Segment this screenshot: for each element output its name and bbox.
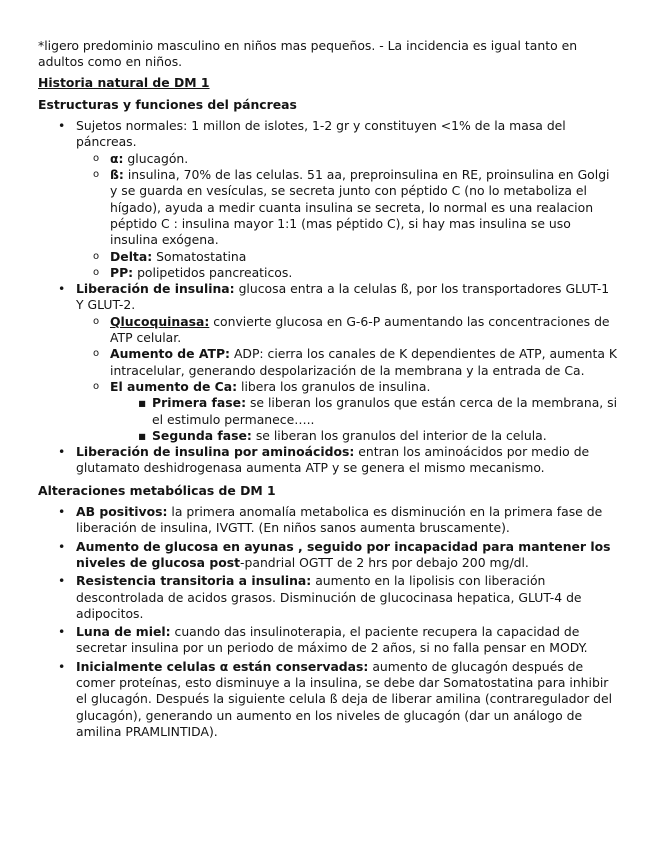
item-text: aumento de glucagón después de comer proteínas, esto disminuye a la insulina, se debe dar Somatostatina para inhibir el glucagón. Después la siguiente celula ß deja de liberar amilina (contraregulador del glucagón), generando un aumento en los niveles de glucagón (dar un análogo de amilina PRAMLINTIDA).: [76, 658, 613, 739]
item-text: cuando das insulinoterapia, el paciente recupera la capacidad de secretar insulina por un periodo de máximo de 2 años, si no falla pensar en MODY.: [76, 624, 588, 656]
circle-bullet-icon: o: [93, 266, 100, 278]
item-text: ADP: cierra los canales de K dependientes de ATP, aumenta K intracelular, generando despolarización de la membrana y la entrada de Ca.: [110, 346, 617, 378]
square-bullet-icon: ▪: [138, 395, 147, 411]
item-label: AB positivos:: [76, 504, 168, 520]
item-label: Liberación de insulina:: [76, 281, 235, 297]
list-item: [76, 265, 618, 281]
item-label: ß:: [110, 167, 124, 183]
item-label: Liberación de insulina por aminoácidos:: [76, 444, 355, 460]
section-title: Historia natural de DM 1: [38, 74, 210, 90]
item-text: Sujetos normales: 1 millon de islotes, 1-2 gr y constituyen <1% de la masa del páncreas.: [76, 118, 566, 150]
circle-bullet-icon: o: [93, 315, 100, 327]
item-text: glucosa entra a la celulas ß, por los transportadores GLUT-1 Y GLUT-2.: [76, 281, 610, 313]
item-label: α:: [110, 150, 124, 166]
item-label: Qlucoquinasa:: [110, 313, 210, 329]
item-text: glucagón.: [123, 150, 189, 166]
list-item: [38, 659, 618, 740]
list-item: [38, 118, 618, 281]
item-text: convierte glucosa en G-6-P aumentando las concentraciones de ATP celular.: [110, 313, 610, 346]
list-item: [76, 346, 618, 379]
bullet-icon: •: [58, 538, 66, 554]
item-label: Inicialmente celulas α están conservadas:: [76, 658, 369, 674]
list-item: [76, 167, 618, 248]
insulin-release-list: [76, 314, 618, 444]
circle-bullet-icon: o: [93, 152, 100, 164]
section2-heading: Alteraciones metabólicas de DM 1: [38, 482, 276, 498]
bullet-icon: •: [58, 281, 66, 297]
item-label: Luna de miel:: [76, 624, 171, 640]
item-label: Aumento de glucosa en ayunas , seguido por incapacidad para mantener los niveles de glucosa post: [76, 538, 611, 570]
structures-list: [38, 118, 618, 477]
document-page: [38, 38, 618, 742]
section1-heading: Estructuras y funciones del páncreas: [38, 96, 297, 112]
item-text: se liberan los granulos del interior de la celula.: [251, 427, 547, 443]
item-label: El aumento de Ca:: [110, 378, 238, 394]
bullet-icon: •: [58, 118, 66, 134]
item-label: Delta:: [110, 248, 153, 264]
item-text: entran los aminoácidos por medio de glutamato deshidrogenasa aumenta ATP y se genera el mismo mecanismo.: [76, 444, 590, 476]
list-item: [38, 444, 618, 477]
circle-bullet-icon: o: [93, 250, 100, 262]
list-item: [38, 573, 618, 622]
item-text: libera los granulos de insulina.: [237, 378, 431, 394]
list-item: [38, 504, 618, 537]
item-label: Resistencia transitoria a insulina:: [76, 573, 312, 589]
bullet-icon: •: [58, 658, 66, 674]
item-text: la primera anomalía metabolica es disminución en la primera fase de liberación de insulina, IVGTT. (En niños sanos aumenta bruscamente).: [76, 504, 603, 536]
bullet-icon: •: [58, 624, 66, 640]
item-text: Somatostatina: [152, 248, 247, 264]
item-text: -pandrial OGTT de 2 hrs por debajo 200 mg/dl.: [240, 554, 529, 570]
circle-bullet-icon: o: [93, 348, 100, 360]
item-text: aumento en la lipolisis con liberación descontrolada de acidos grasos. Disminución de glucocinasa hepatica, GLUT-4 de adipocitos.: [76, 573, 582, 621]
list-item: [110, 428, 618, 444]
list-item: [76, 314, 618, 347]
item-label: PP:: [110, 264, 134, 280]
item-text: se liberan los granulos que están cerca de la membrana, si el estimulo permanece…..: [152, 395, 618, 427]
item-text: insulina, 70% de las celulas. 51 aa, preproinsulina en RE, proinsulina en Golgi y se guarda en vesículas, se secreta junto con péptido C (no lo metaboliza el hígado), ayuda a medir cuanta insulina se secreta, lo normal es una realacion péptido C : insulina mayor 1:1 (mas péptido C), si hay mas insulina se uso insulina exógena.: [110, 167, 610, 248]
list-item: [76, 151, 618, 167]
bullet-icon: •: [58, 573, 66, 589]
cell-types-list: [76, 151, 618, 281]
item-text: polipetidos pancreaticos.: [133, 264, 293, 280]
bullet-icon: •: [58, 504, 66, 520]
item-label: Segunda fase:: [152, 427, 252, 443]
intro-paragraph: *ligero predominio masculino en niños mas pequeños. - La incidencia es igual tanto en adultos como en niños.: [38, 38, 578, 70]
phases-list: [110, 395, 618, 444]
bullet-icon: •: [58, 444, 66, 460]
list-item: [38, 624, 618, 657]
circle-bullet-icon: o: [93, 380, 100, 392]
list-item: [38, 539, 618, 572]
list-item: [110, 395, 618, 428]
square-bullet-icon: ▪: [138, 427, 147, 443]
list-item: [76, 379, 618, 444]
list-item: [76, 249, 618, 265]
list-item: [38, 281, 618, 444]
metabolic-alterations-list: [38, 504, 618, 740]
item-label: Primera fase:: [152, 395, 247, 411]
circle-bullet-icon: o: [93, 169, 100, 181]
item-label: Aumento de ATP:: [110, 346, 230, 362]
